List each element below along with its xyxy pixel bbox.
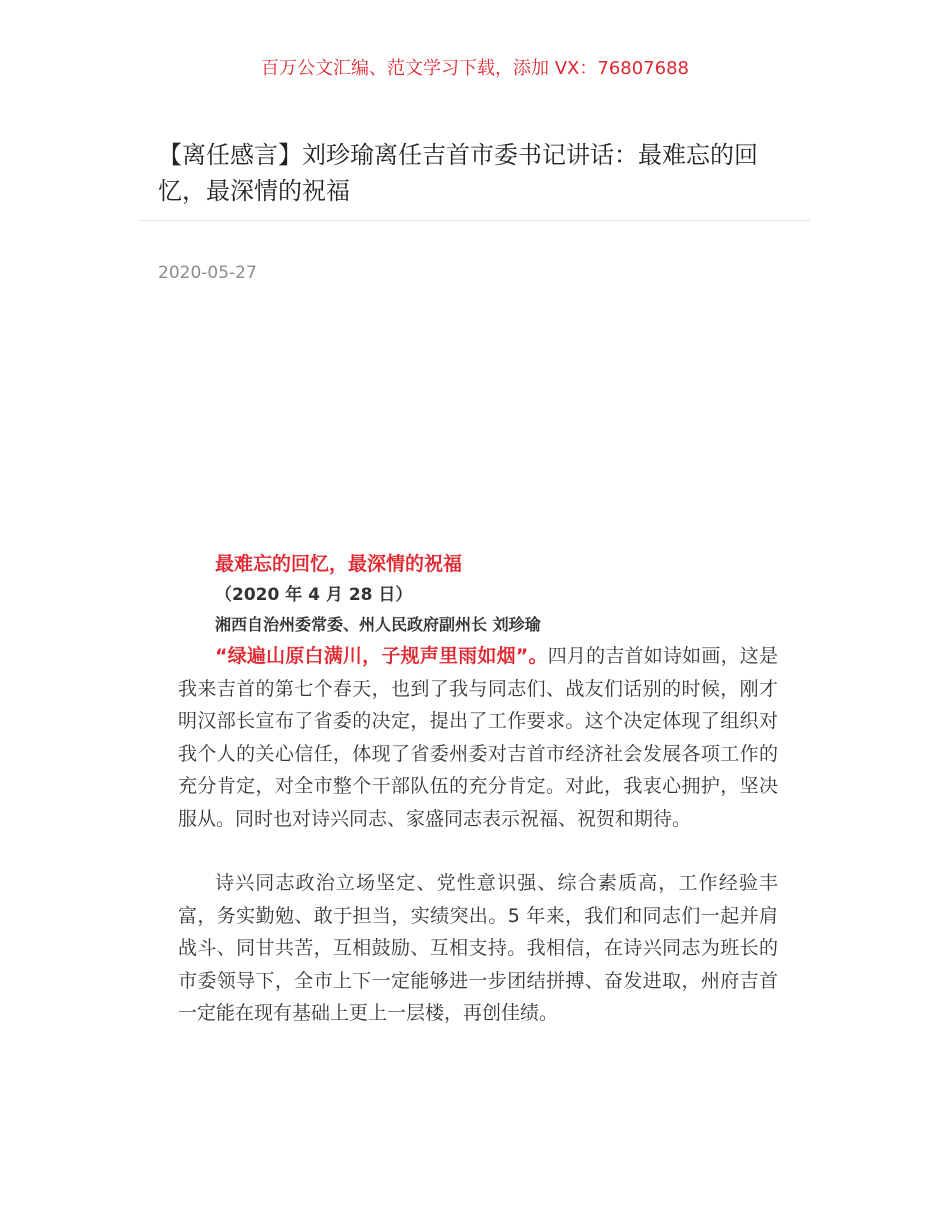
opening-quote: “绿遍山原白满川，子规声里雨如烟”。 — [215, 645, 548, 667]
publish-date: 2020-05-27 — [158, 263, 257, 283]
download-banner: 百万公文汇编、范文学习下载，添加 VX：76807688 — [261, 58, 689, 79]
paragraph-2: 诗兴同志政治立场坚定、党性意识强、综合素质高，工作经验丰富，务实勤勉、敢于担当，实绩突出。5 年来，我们和同志们一起并肩战斗、同甘共苦，互相鼓励、互相支持。我相信，在诗兴同志为班长的市委领导下，全市上下一定能够进一步团结拼搏、奋发进取，州府吉首一定能在现有基础上更上一层楼，再创佳绩。 — [178, 872, 778, 1024]
title-divider — [140, 220, 810, 221]
paragraph-1 — [178, 640, 778, 835]
speech-date: （2020 年 4 月 28 日） — [215, 585, 413, 605]
speech-title: 最难忘的回忆，最深情的祝福 — [215, 553, 463, 575]
paragraph-1-text: 四月的吉首如诗如画，这是我来吉首的第七个春天，也到了我与同志们、战友们话别的时候，刚才明汉部长宣布了省委的决定，提出了工作要求。这个决定体现了组织对我个人的关心信任，体现了省委州委对吉首市经济社会发展各项工作的充分肯定，对全市整个干部队伍的充分肯定。对此，我衷心拥护，坚决服从。同时也对诗兴同志、家盛同志表示祝福、祝贺和期待。 — [178, 645, 778, 830]
author-line: 湘西自治州委常委、州人民政府副州长 刘珍瑜 — [215, 615, 541, 634]
article-title: 【离任感言】刘珍瑜离任吉首市委书记讲话：最难忘的回忆，最深情的祝福 — [158, 141, 758, 205]
article-body — [178, 548, 778, 1030]
